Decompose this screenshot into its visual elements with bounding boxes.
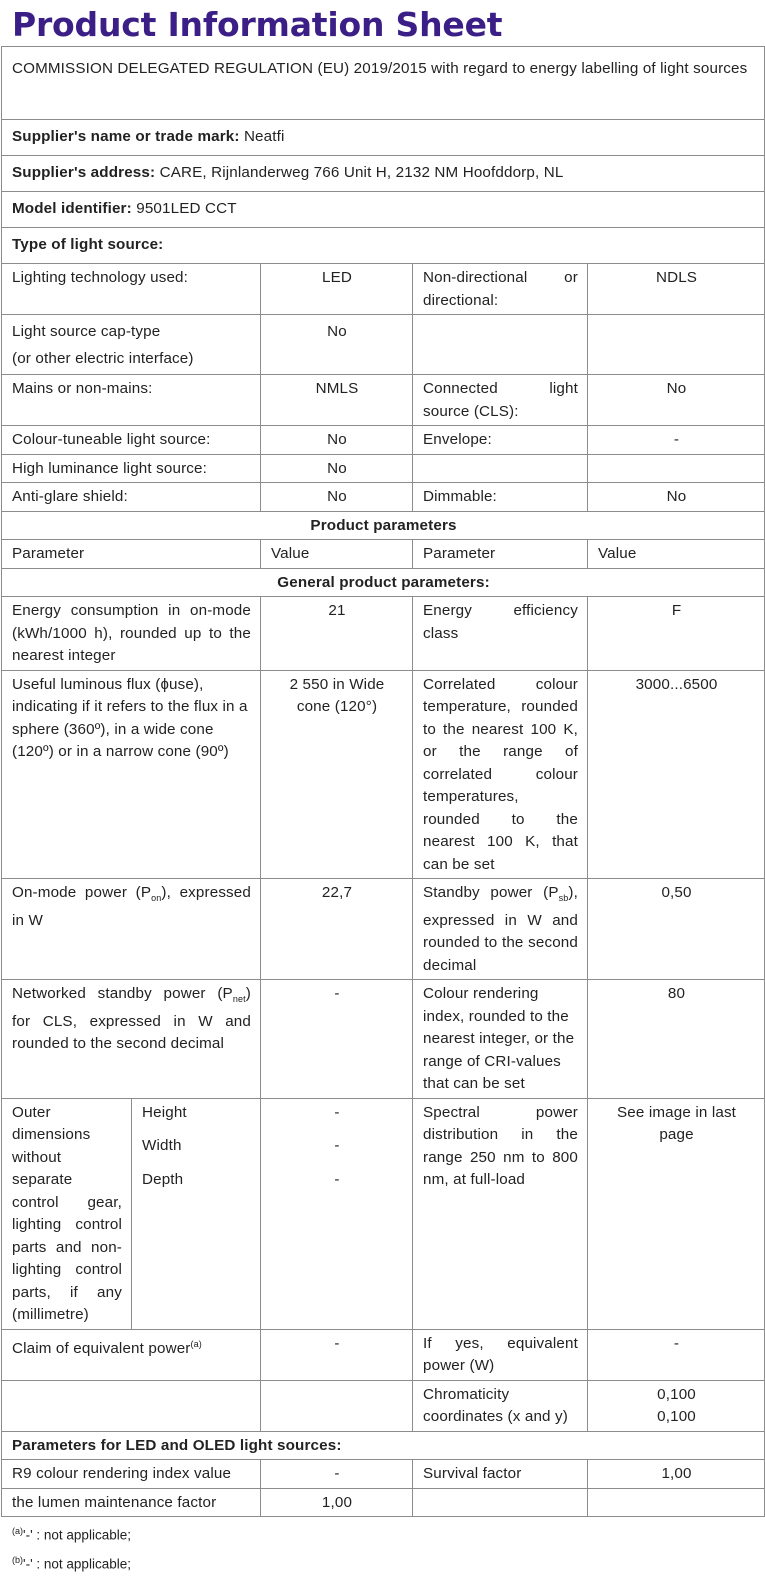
width-label: Width (132, 1132, 261, 1165)
high-luminance-label: High luminance light source: (2, 454, 261, 483)
colour-tuneable-row (2, 426, 765, 455)
survival-value: 1,00 (588, 1460, 765, 1489)
colour-tuneable-label: Colour-tuneable light source: (2, 426, 261, 455)
lighting-technology-label: Lighting technology used: (2, 264, 261, 315)
energy-class-value: F (588, 597, 765, 671)
equivalent-power-label: If yes, equivalent power (W) (413, 1329, 588, 1380)
lumen-maintenance-empty-2 (588, 1488, 765, 1517)
high-luminance-empty-1 (413, 454, 588, 483)
r9-label: R9 colour rendering index value (2, 1460, 261, 1489)
luminous-flux-row (2, 670, 765, 879)
chromaticity-value (588, 1380, 765, 1431)
chromaticity-empty-2 (261, 1380, 413, 1431)
on-mode-power-row (2, 879, 765, 980)
energy-consumption-value: 21 (261, 597, 413, 671)
high-luminance-row (2, 454, 765, 483)
model-identifier-value: 9501LED CCT (136, 200, 237, 217)
spectral-value: See image in last page (588, 1098, 765, 1329)
lumen-maintenance-label: the lumen maintenance factor (2, 1488, 261, 1517)
high-luminance-value: No (261, 454, 413, 483)
depth-value: - (261, 1166, 413, 1330)
on-mode-power-label: On-mode power $(P_{on})$, expressed in W (2, 879, 261, 980)
luminous-flux-label: Useful luminous flux (ɸuse), indicating if it refers to the flux in a sphere (360º), in a wide cone (120º) or in a narrow cone (90º) (2, 670, 261, 879)
led-heading-row (2, 1431, 765, 1460)
anti-glare-label: Anti-glare shield: (2, 483, 261, 512)
outer-dimensions-label: Outer dimensions without separate control gear, lighting control parts and non-lighting control parts, if any (millimetre) (2, 1098, 132, 1329)
lumen-maintenance-empty-1 (413, 1488, 588, 1517)
cap-type-value: No (261, 315, 413, 375)
cct-value: 3000...6500 (588, 670, 765, 879)
lighting-technology-value: LED (261, 264, 413, 315)
equivalent-power-value: - (588, 1329, 765, 1380)
spectral-label: Spectral power distribution in the range 250 nm to 800 nm, at full-load (413, 1098, 588, 1329)
depth-label: Depth (132, 1166, 261, 1330)
column-header-parameter-2: Parameter (413, 540, 588, 569)
cri-value: 80 (588, 980, 765, 1099)
cri-label: Colour rendering index, rounded to the nearest integer, or the range of CRI-values that can be set (413, 980, 588, 1099)
mains-row (2, 375, 765, 426)
r9-value: - (261, 1460, 413, 1489)
cap-type-label-line2: (or other electric interface) (12, 350, 194, 367)
standby-power-value: 0,50 (588, 879, 765, 980)
equivalent-power-claim-value: - (261, 1329, 413, 1380)
led-heading: Parameters for LED and OLED light sources: (2, 1431, 765, 1460)
equivalent-power-row (2, 1329, 765, 1380)
lumen-maintenance-row (2, 1488, 765, 1517)
supplier-name-row (2, 120, 765, 156)
networked-standby-value: - (261, 980, 413, 1099)
networked-standby-label: Networked standby power $(P_{net})$ for CLS, expressed in W and rounded to the second decimal (2, 980, 261, 1099)
cap-type-empty-1 (413, 315, 588, 375)
supplier-address-label: Supplier's address: (12, 164, 156, 181)
cap-type-label-line1: Light source cap-type (12, 323, 161, 340)
product-parameters-heading: Product parameters (2, 511, 765, 540)
supplier-name-value: Neatfi (243, 128, 285, 145)
cls-label: Connected light source (CLS): (413, 375, 588, 426)
product-parameters-heading-row (2, 511, 765, 540)
dimensions-height-row (2, 1098, 765, 1132)
luminous-flux-value: 2 550 in Wide cone (120°) (261, 670, 413, 879)
directional-label: Non-directional or directional: (413, 264, 588, 315)
supplier-name-label: Supplier's name or trade mark: (12, 128, 240, 145)
energy-consumption-row (2, 597, 765, 671)
footnotes (0, 1517, 763, 1576)
networked-standby-row (2, 980, 765, 1099)
chromaticity-label: Chromaticity coordinates (x and y) (413, 1380, 588, 1431)
column-headers-row (2, 540, 765, 569)
supplier-address-row (2, 156, 765, 192)
dimmable-label: Dimmable: (413, 483, 588, 512)
mains-value: NMLS (261, 375, 413, 426)
column-header-value-2: Value (588, 540, 765, 569)
lighting-technology-row (2, 264, 765, 315)
height-value: - (261, 1098, 413, 1132)
column-header-value-1: Value (261, 540, 413, 569)
energy-consumption-label: Energy consumption in on-mode (kWh/1000 h), rounded up to the nearest integer (2, 597, 261, 671)
width-value: - (261, 1132, 413, 1165)
type-heading: Type of light source: (2, 228, 765, 264)
r9-row (2, 1460, 765, 1489)
chromaticity-y: 0,100 (657, 1408, 696, 1426)
colour-tuneable-value: No (261, 426, 413, 455)
info-table (1, 46, 765, 1517)
page-title: Product Information Sheet (12, 5, 503, 44)
footnote-b: $^{(b)}$'-' : not applicable; (12, 1554, 131, 1572)
regulation-text: COMMISSION DELEGATED REGULATION (EU) 2019/2015 with regard to energy labelling of light sources (2, 47, 765, 120)
equivalent-power-claim-label: Claim of equivalent power$^{(a)}$ (2, 1329, 261, 1380)
cap-type-empty-2 (588, 315, 765, 375)
high-luminance-empty-2 (588, 454, 765, 483)
column-header-parameter-1: Parameter (2, 540, 261, 569)
supplier-address-value: CARE, Rijnlanderweg 766 Unit H, 2132 NM Hoofddorp, NL (159, 164, 564, 181)
directional-value: NDLS (588, 264, 765, 315)
dimmable-value: No (588, 483, 765, 512)
cls-value: No (588, 375, 765, 426)
height-label: Height (132, 1098, 261, 1132)
envelope-value: - (588, 426, 765, 455)
standby-power-label: Standby power $(P_{sb})$, expressed in W and rounded to the second decimal (413, 879, 588, 980)
mains-label: Mains or non-mains: (2, 375, 261, 426)
on-mode-power-value: 22,7 (261, 879, 413, 980)
chromaticity-row (2, 1380, 765, 1431)
energy-class-label: Energy efficiency class (413, 597, 588, 671)
type-heading-row (2, 228, 765, 264)
footnote-a: $^{(a)}$'-' : not applicable; (12, 1526, 131, 1543)
cct-label: Correlated colour temperature, rounded to the nearest 100 K, or the range of correlated colour temperatures, rounded to the nearest 100 K, that can be set (413, 670, 588, 879)
general-parameters-heading: General product parameters: (2, 568, 765, 597)
cap-type-row (2, 315, 765, 375)
anti-glare-row (2, 483, 765, 512)
general-parameters-heading-row (2, 568, 765, 597)
survival-label: Survival factor (413, 1460, 588, 1489)
regulation-row (2, 47, 765, 120)
anti-glare-value: No (261, 483, 413, 512)
lumen-maintenance-value: 1,00 (261, 1488, 413, 1517)
model-identifier-row (2, 192, 765, 228)
chromaticity-empty-1 (2, 1380, 261, 1431)
chromaticity-x: 0,100 (657, 1385, 696, 1403)
model-identifier-label: Model identifier: (12, 200, 132, 217)
envelope-label: Envelope: (413, 426, 588, 455)
